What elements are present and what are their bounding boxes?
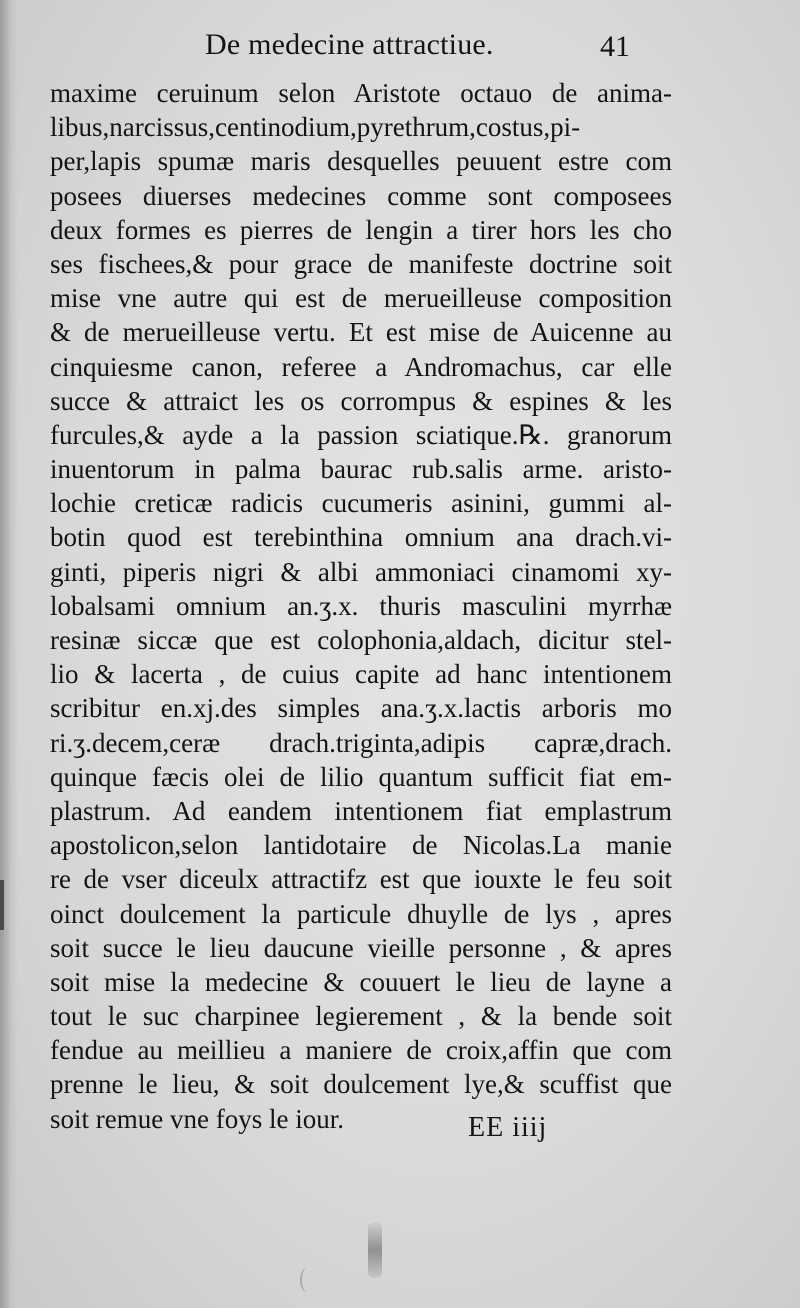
text-line: apostolicon,selon lantidotaire de Nicolas.La manie [50,830,672,861]
text-line: ses fischees,& pour grace de manifeste doctrine soit [50,248,672,279]
text-line: botin quod est terebinthina omnium ana drach.vi- [50,522,672,553]
text-line: quinque fæcis olei de lilio quantum sufficit fiat em- [50,761,672,792]
text-line: plastrum. Ad eandem intentionem fiat emplastrum [50,795,672,826]
signature-mark: EE iiij [468,1112,548,1143]
text-line: fendue au meillieu a maniere de croix,affin que com [50,1035,672,1066]
text-line: mise vne autre qui est de merueilleuse composition [50,283,672,314]
text-line: per,lapis spumæ maris desquelles peuuent estre com [50,146,672,177]
text-line: inuentorum in palma baurac rub.salis arme. aristo- [50,454,672,485]
page-number: 41 [600,30,630,63]
text-line: soit succe le lieu daucune vieille personne , & apres [50,932,672,963]
text-line: lobalsami omnium an.ʒ.x. thuris masculini myrrhæ [50,590,672,621]
edge-mark [0,880,4,930]
text-line: & de merueilleuse vertu. Et est mise de Auicenne au [50,317,672,348]
faint-pencil-mark [300,1268,314,1292]
gutter-shadow [0,0,18,1308]
text-line: furcules,& ayde a la passion sciatique.℞. granorum [50,419,672,450]
text-line: oinct doulcement la particule dhuylle de lys , apres [50,898,672,929]
text-line: re de vser diceulx attractifz est que iouxte le feu soit [50,864,672,895]
text-block [50,76,672,1136]
text-line: lochie creticæ radicis cucumeris asinini, gummi al- [50,488,672,519]
text-line-last: soit remue vne foys le iour. [50,1103,344,1134]
text-line: maxime ceruinum selon Aristote octauo de anima- [50,78,672,108]
text-line: scribitur en.xj.des simples ana.ʒ.x.lactis arboris mo [50,693,672,724]
running-title: De medecine attractiue. [205,28,494,61]
text-line: lio & lacerta , de cuius capite ad hanc intentionem [50,659,672,690]
text-line: deux formes es pierres de lengin a tirer hors les cho [50,214,672,245]
text-line: resinæ siccæ que est colophonia,aldach, dicitur stel- [50,625,672,655]
text-line: libus,narcissus,centinodium,pyrethrum,costus,pi- [50,112,581,143]
text-line: posees diuerses medecines comme sont composees [50,180,672,211]
text-line: ginti, piperis nigri & albi ammoniaci cinamomi xy- [50,556,672,587]
text-line: prenne le lieu, & soit doulcement lye,& scuffist que [50,1069,672,1100]
text-line: tout le suc charpinee legierement , & la bende soit [50,1001,672,1032]
text-line: soit mise la medecine & couuert le lieu de layne a [50,966,672,997]
text-line: cinquiesme canon, referee a Andromachus, car elle [50,351,672,382]
ink-smudge [368,1222,382,1278]
text-line: succe & attraict les os corrompus & espines & les [50,385,672,416]
text-line: ri.ʒ.decem,ceræ drach.triginta,adipis capræ,drach. [50,727,672,758]
